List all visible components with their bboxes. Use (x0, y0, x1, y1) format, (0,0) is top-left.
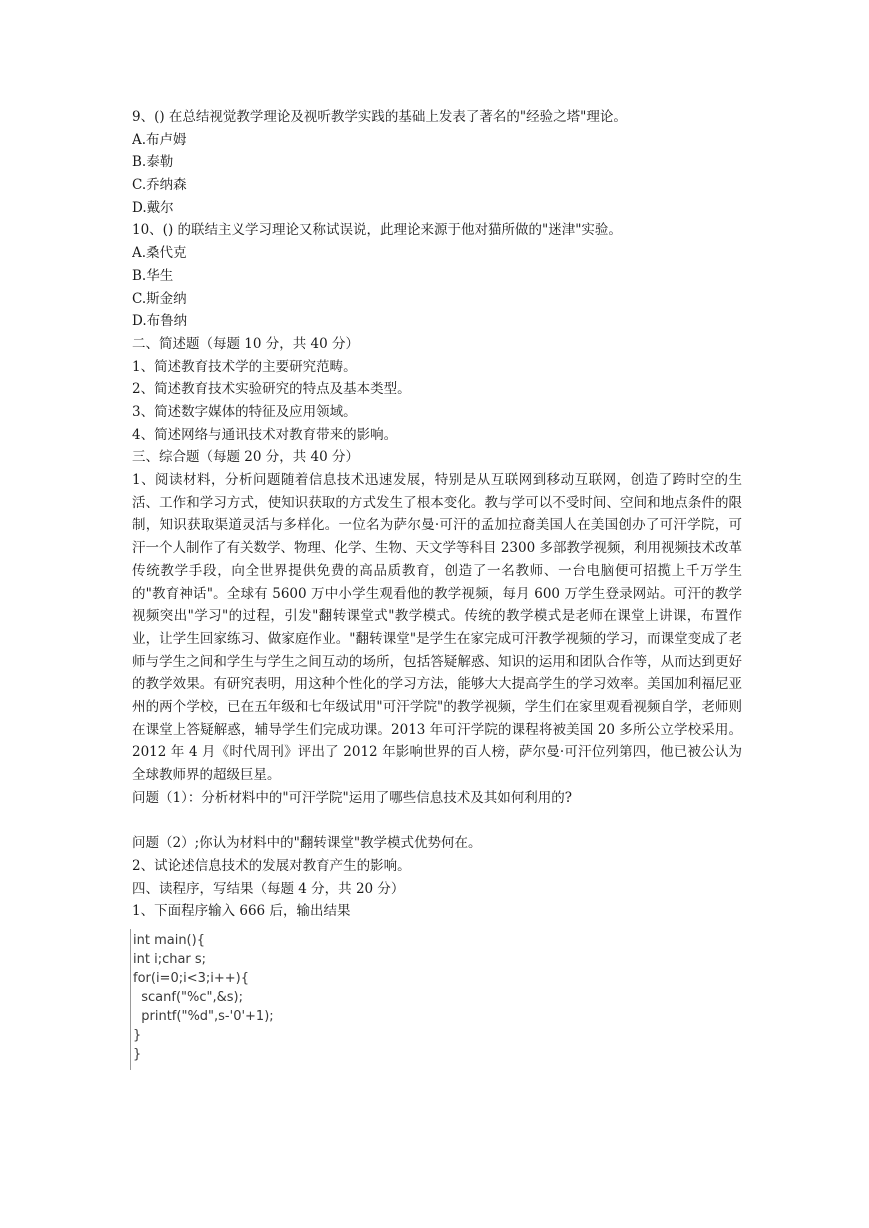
question-10-option-c: C.斯金纳 (132, 290, 187, 307)
code-line: int main(){ (133, 932, 205, 948)
section-4-heading: 四、读程序，写结果（每题 4 分，共 20 分） (132, 880, 405, 897)
section-2-item-2: 2、简述教育技术实验研究的特点及基本类型。 (132, 381, 411, 398)
question-10-stem: 10、() 的联结主义学习理论又称试误说，此理论来源于他对猫所做的"迷津"实验。 (132, 222, 622, 239)
question-9-stem: 9、() 在总结视觉教学理论及视听教学实践的基础上发表了著名的"经验之塔"理论。 (132, 109, 627, 125)
code-line: } (133, 1027, 142, 1043)
question-9-option-c: C.乔纳森 (132, 177, 187, 194)
question-10-option-d: D.布鲁纳 (132, 313, 188, 330)
question-9-option-b: B.泰勒 (132, 154, 174, 171)
section-4-item-1: 1、下面程序输入 666 后，输出结果 (132, 903, 351, 920)
section-2-item-4: 4、简述网络与通讯技术对教育带来的影响。 (132, 426, 398, 443)
program-code-image (130, 929, 291, 1070)
question-9-option-d: D.戴尔 (132, 199, 174, 216)
section-2-item-3: 3、简述数字媒体的特征及应用领域。 (132, 403, 357, 420)
question-10-option-a: A.桑代克 (132, 245, 187, 262)
section-3-heading: 三、综合题（每题 20 分，共 40 分） (132, 449, 360, 466)
code-line: for(i=0;i<3;i++){ (133, 970, 249, 986)
section-2-heading: 二、简述题（每题 10 分，共 40 分） (132, 335, 360, 352)
exam-page (132, 106, 742, 1070)
question-9-option-a: A.布卢姆 (132, 131, 187, 148)
passage-question-1: 问题（1）：分析材料中的"可汗学院"运用了哪些信息技术及其如何利用的? (132, 789, 572, 806)
code-line: int i;char s; (133, 951, 207, 967)
passage-question-2: 问题（2）;你认为材料中的"翻转课堂"教学模式优势何在。 (132, 835, 482, 852)
code-line: } (133, 1046, 142, 1062)
section-2-item-1: 1、简述教育技术学的主要研究范畴。 (132, 358, 357, 375)
question-10-option-b: B.华生 (132, 267, 174, 284)
reading-passage: 1、阅读材料，分析问题随着信息技术迅速发展，特别是从互联网到移动互联网，创造了跨时空的生活、工作和学习方式，使知识获取的方式发生了根本变化。教与学可以不受时间、空间和地点条件的限制，知识获取渠道灵活与多样化。一位名为萨尔曼·可汗的孟加拉裔美国人在美国创办了可汗学院，可汗一个人制作了有关数学、物理、化学、生物、天文学等科目 2300 多部教学视频，利用视频技术改革传统教学手段，向全世界提供免费的高品质教育，创造了一名教师、一台电脑便可招揽上千万学生的"教育神话"。全球有 5600 万中小学生观看他的教学视频，每月 600 万学生登录网站。可汗的教学视频突出"学习"的过程，引发"翻转课堂式"教学模式。传统的教学模式是老师在课堂上讲课，布置作业，让学生回家练习、做家庭作业。"翻转课堂"是学生在家完成可汗教学视频的学习，而课堂变成了老师与学生之间和学生与学生之间互动的场所，包括答疑解惑、知识的运用和团队合作等，从而达到更好的教学效果。有研究表明，用这种个性化的学习方法，能够大大提高学生的学习效率。美国加利福尼亚州的两个学校，已在五年级和七年级试用"可汗学院"的教学视频，学生们在家里观看视频自学，老师则在课堂上答疑解惑，辅导学生们完成功课。2013 年可汗学院的课程将被美国 20 多所公立学校采用。2012 年 4 月《时代周刊》评出了 2012 年影响世界的百人榜，萨尔曼·可汗位列第四，他已被公认为全球教师界的超级巨星。 (132, 472, 742, 784)
code-line: printf("%d",s-'0'+1); (133, 1008, 274, 1024)
section-3-item-2: 2、试论述信息技术的发展对教育产生的影响。 (132, 857, 411, 874)
code-line: scanf("%c",&s); (133, 989, 243, 1005)
answer-space (132, 810, 742, 833)
